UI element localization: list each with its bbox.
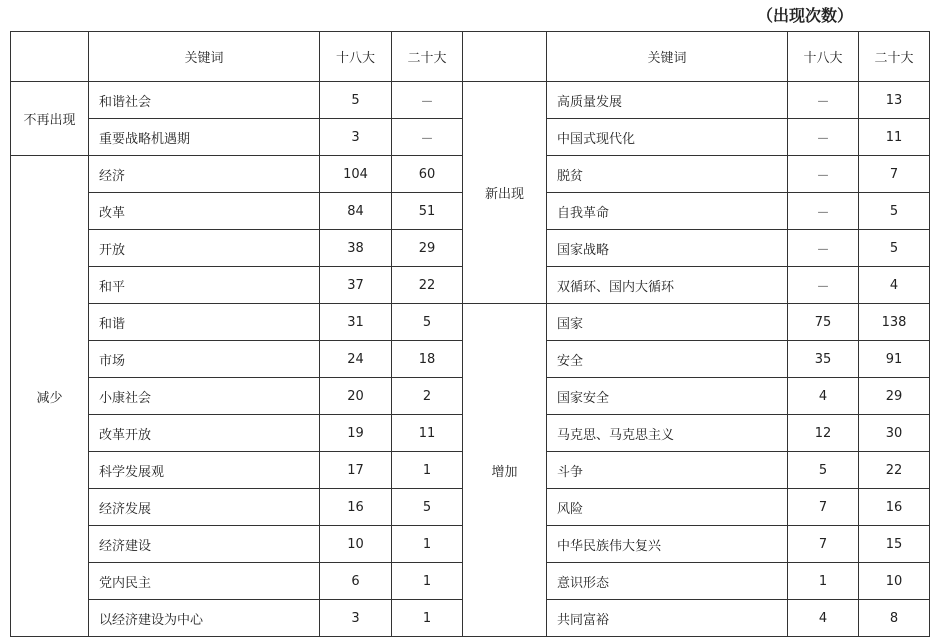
left-count-20th-cell: 2 — [392, 378, 463, 415]
header-20th-right: 二十大 — [859, 32, 930, 82]
header-20th-left: 二十大 — [392, 32, 463, 82]
right-count-20th-cell: 30 — [859, 415, 930, 452]
left-keyword-cell: 市场 — [89, 341, 320, 378]
right-group-label: 新出现 — [463, 82, 547, 304]
right-count-18th-cell: － — [788, 156, 859, 193]
left-count-20th-cell: 29 — [392, 230, 463, 267]
right-count-20th-cell: 11 — [859, 119, 930, 156]
right-count-18th-cell: － — [788, 82, 859, 119]
right-keyword-cell: 国家 — [547, 304, 788, 341]
left-count-18th-cell: 3 — [320, 600, 392, 637]
right-keyword-cell: 意识形态 — [547, 563, 788, 600]
right-count-18th-cell: 75 — [788, 304, 859, 341]
left-count-20th-cell: 51 — [392, 193, 463, 230]
right-count-20th-cell: 138 — [859, 304, 930, 341]
left-keyword-cell: 经济发展 — [89, 489, 320, 526]
left-count-20th-cell: 1 — [392, 600, 463, 637]
left-keyword-cell: 改革 — [89, 193, 320, 230]
left-keyword-cell: 和平 — [89, 267, 320, 304]
left-group-label: 不再出现 — [11, 82, 89, 156]
right-count-20th-cell: 22 — [859, 452, 930, 489]
right-count-20th-cell: 13 — [859, 82, 930, 119]
header-18th-right: 十八大 — [788, 32, 859, 82]
right-count-20th-cell: 5 — [859, 193, 930, 230]
right-count-18th-cell: － — [788, 230, 859, 267]
left-count-20th-cell: 1 — [392, 452, 463, 489]
left-keyword-cell: 科学发展观 — [89, 452, 320, 489]
left-count-18th-cell: 6 — [320, 563, 392, 600]
header-18th-left: 十八大 — [320, 32, 392, 82]
left-count-18th-cell: 16 — [320, 489, 392, 526]
right-count-20th-cell: 4 — [859, 267, 930, 304]
left-count-18th-cell: 38 — [320, 230, 392, 267]
right-count-18th-cell: 4 — [788, 378, 859, 415]
right-count-20th-cell: 15 — [859, 526, 930, 563]
right-keyword-cell: 斗争 — [547, 452, 788, 489]
header-keyword-left: 关键词 — [89, 32, 320, 82]
left-keyword-cell: 经济建设 — [89, 526, 320, 563]
left-count-20th-cell: 11 — [392, 415, 463, 452]
right-keyword-cell: 双循环、国内大循环 — [547, 267, 788, 304]
left-count-20th-cell: 1 — [392, 563, 463, 600]
right-keyword-cell: 中国式现代化 — [547, 119, 788, 156]
left-count-18th-cell: 104 — [320, 156, 392, 193]
left-count-18th-cell: 10 — [320, 526, 392, 563]
right-group-label: 增加 — [463, 304, 547, 637]
left-keyword-cell: 开放 — [89, 230, 320, 267]
left-group-label: 减少 — [11, 156, 89, 637]
right-count-20th-cell: 8 — [859, 600, 930, 637]
right-count-18th-cell: 7 — [788, 489, 859, 526]
left-count-18th-cell: 17 — [320, 452, 392, 489]
left-count-18th-cell: 37 — [320, 267, 392, 304]
keyword-frequency-table — [10, 31, 930, 637]
table-row — [11, 82, 930, 119]
left-count-20th-cell: 5 — [392, 489, 463, 526]
right-count-18th-cell: 35 — [788, 341, 859, 378]
left-keyword-cell: 改革开放 — [89, 415, 320, 452]
left-count-18th-cell: 84 — [320, 193, 392, 230]
left-keyword-cell: 以经济建设为中心 — [89, 600, 320, 637]
right-keyword-cell: 自我革命 — [547, 193, 788, 230]
right-count-20th-cell: 29 — [859, 378, 930, 415]
right-keyword-cell: 风险 — [547, 489, 788, 526]
right-keyword-cell: 国家战略 — [547, 230, 788, 267]
left-count-20th-cell: － — [392, 82, 463, 119]
left-keyword-cell: 和谐 — [89, 304, 320, 341]
right-keyword-cell: 马克思、马克思主义 — [547, 415, 788, 452]
left-keyword-cell: 和谐社会 — [89, 82, 320, 119]
left-keyword-cell: 小康社会 — [89, 378, 320, 415]
right-keyword-cell: 中华民族伟大复兴 — [547, 526, 788, 563]
right-count-18th-cell: － — [788, 267, 859, 304]
right-count-20th-cell: 16 — [859, 489, 930, 526]
right-count-20th-cell: 10 — [859, 563, 930, 600]
left-count-18th-cell: 5 — [320, 82, 392, 119]
header-row — [11, 32, 930, 82]
right-keyword-cell: 共同富裕 — [547, 600, 788, 637]
left-count-20th-cell: － — [392, 119, 463, 156]
right-keyword-cell: 国家安全 — [547, 378, 788, 415]
right-count-20th-cell: 5 — [859, 230, 930, 267]
right-count-18th-cell: 1 — [788, 563, 859, 600]
left-keyword-cell: 党内民主 — [89, 563, 320, 600]
left-count-20th-cell: 1 — [392, 526, 463, 563]
right-keyword-cell: 脱贫 — [547, 156, 788, 193]
right-count-20th-cell: 91 — [859, 341, 930, 378]
table-row — [11, 304, 930, 341]
left-count-20th-cell: 18 — [392, 341, 463, 378]
header-blank-right — [463, 32, 547, 82]
unit-label: （出现次数） — [756, 6, 853, 25]
left-keyword-cell: 经济 — [89, 156, 320, 193]
left-count-18th-cell: 24 — [320, 341, 392, 378]
right-count-18th-cell: － — [788, 119, 859, 156]
right-count-18th-cell: － — [788, 193, 859, 230]
right-count-18th-cell: 12 — [788, 415, 859, 452]
right-count-20th-cell: 7 — [859, 156, 930, 193]
left-count-18th-cell: 31 — [320, 304, 392, 341]
left-count-18th-cell: 19 — [320, 415, 392, 452]
header-blank-left — [11, 32, 89, 82]
left-count-18th-cell: 3 — [320, 119, 392, 156]
left-count-20th-cell: 22 — [392, 267, 463, 304]
left-count-20th-cell: 60 — [392, 156, 463, 193]
left-count-18th-cell: 20 — [320, 378, 392, 415]
left-count-20th-cell: 5 — [392, 304, 463, 341]
right-count-18th-cell: 5 — [788, 452, 859, 489]
left-keyword-cell: 重要战略机遇期 — [89, 119, 320, 156]
right-count-18th-cell: 7 — [788, 526, 859, 563]
header-keyword-right: 关键词 — [547, 32, 788, 82]
right-keyword-cell: 安全 — [547, 341, 788, 378]
right-count-18th-cell: 4 — [788, 600, 859, 637]
right-keyword-cell: 高质量发展 — [547, 82, 788, 119]
